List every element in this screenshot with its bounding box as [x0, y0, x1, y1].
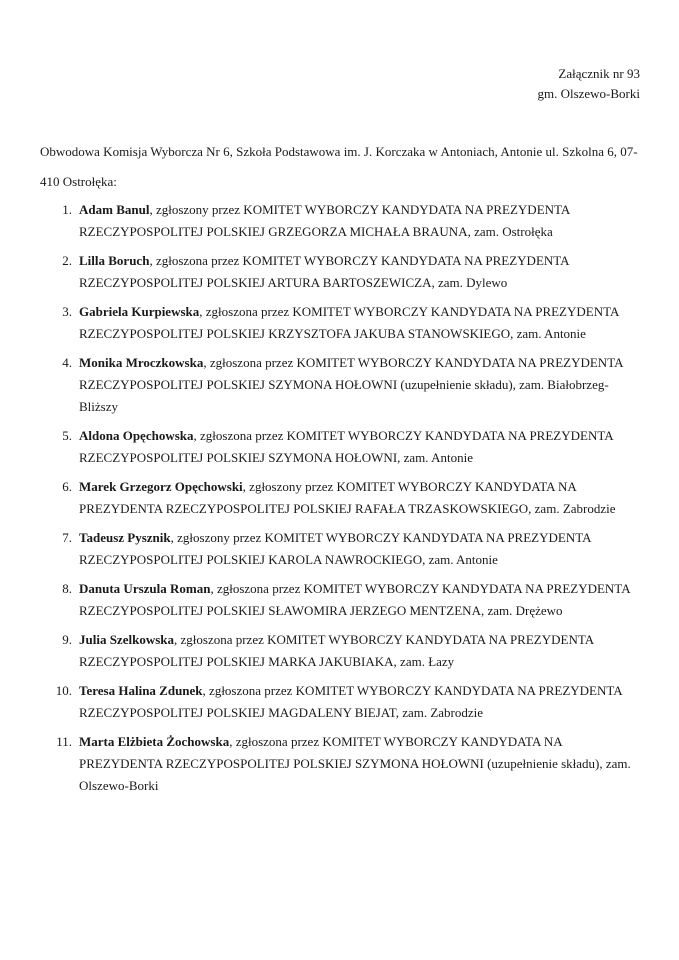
- member-item: [30, 680, 650, 724]
- member-number: 6.: [62, 479, 72, 494]
- member-details: , zgłoszony przez KOMITET WYBORCZY KANDYDATA NA PREZYDENTA RZECZYPOSPOLITEJ POLSKIEJ GRZEGORZA MICHAŁA BRAUNA, zam. Ostrołęka: [79, 202, 570, 239]
- member-name: Lilla Boruch: [79, 253, 150, 268]
- member-details: , zgłoszona przez KOMITET WYBORCZY KANDYDATA NA PREZYDENTA RZECZYPOSPOLITEJ POLSKIEJ MARKA JAKUBIAKA, zam. Łazy: [79, 632, 594, 669]
- member-text: [79, 425, 644, 469]
- member-item: [30, 578, 650, 622]
- member-details: , zgłoszona przez KOMITET WYBORCZY KANDYDATA NA PREZYDENTA RZECZYPOSPOLITEJ POLSKIEJ SZYMONA HOŁOWNI (uzupełnienie składu), zam. Olszewo-Borki: [79, 734, 631, 793]
- member-name: Marek Grzegorz Opęchowski: [79, 479, 243, 494]
- member-details: , zgłoszona przez KOMITET WYBORCZY KANDYDATA NA PREZYDENTA RZECZYPOSPOLITEJ POLSKIEJ SŁAWOMIRA JERZEGO MENTZENA, zam. Drężewo: [79, 581, 630, 618]
- member-name: Aldona Opęchowska: [79, 428, 194, 443]
- member-text: [79, 199, 644, 243]
- member-text: [79, 731, 644, 797]
- member-number: 10.: [55, 683, 72, 698]
- member-details: , zgłoszona przez KOMITET WYBORCZY KANDYDATA NA PREZYDENTA RZECZYPOSPOLITEJ POLSKIEJ ARTURA BARTOSZEWICZA, zam. Dylewo: [79, 253, 569, 290]
- member-text: [79, 250, 644, 294]
- member-item: [30, 527, 650, 571]
- member-name: Monika Mroczkowska: [79, 355, 204, 370]
- member-name: Marta Elżbieta Żochowska: [79, 734, 230, 749]
- member-number: 5.: [62, 428, 72, 443]
- member-item: [30, 731, 650, 797]
- member-item: [30, 301, 650, 345]
- member-details: , zgłoszony przez KOMITET WYBORCZY KANDYDATA NA PREZYDENTA RZECZYPOSPOLITEJ POLSKIEJ KAROLA NAWROCKIEGO, zam. Antonie: [79, 530, 591, 567]
- member-number: 8.: [62, 581, 72, 596]
- member-text: [79, 578, 644, 622]
- member-item: [30, 199, 650, 243]
- member-text: [79, 629, 644, 673]
- member-details: , zgłoszony przez KOMITET WYBORCZY KANDYDATA NA PREZYDENTA RZECZYPOSPOLITEJ POLSKIEJ RAFAŁA TRZASKOWSKIEGO, zam. Zabrodzie: [79, 479, 616, 516]
- member-number: 4.: [62, 355, 72, 370]
- member-item: [30, 352, 650, 418]
- member-number: 11.: [56, 734, 72, 749]
- member-item: [30, 629, 650, 673]
- member-list: [30, 199, 650, 804]
- member-item: [30, 476, 650, 520]
- member-name: Danuta Urszula Roman: [79, 581, 211, 596]
- member-name: Gabriela Kurpiewska: [79, 304, 200, 319]
- member-number: 3.: [62, 304, 72, 319]
- member-text: [79, 527, 644, 571]
- municipality-label: gm. Olszewo-Borki: [537, 86, 640, 101]
- commission-description: Obwodowa Komisja Wyborcza Nr 6, Szkoła Podstawowa im. J. Korczaka w Antoniach, Antonie ul. Szkolna 6, 07-410 Ostrołęka:: [40, 144, 638, 189]
- member-text: [79, 352, 644, 418]
- member-item: [30, 425, 650, 469]
- member-name: Teresa Halina Zdunek: [79, 683, 203, 698]
- member-name: Adam Banul: [79, 202, 150, 217]
- member-details: , zgłoszona przez KOMITET WYBORCZY KANDYDATA NA PREZYDENTA RZECZYPOSPOLITEJ POLSKIEJ KRZYSZTOFA JAKUBA STANOWSKIEGO, zam. Antonie: [79, 304, 619, 341]
- member-details: , zgłoszona przez KOMITET WYBORCZY KANDYDATA NA PREZYDENTA RZECZYPOSPOLITEJ POLSKIEJ MAGDALENY BIEJAT, zam. Zabrodzie: [79, 683, 622, 720]
- member-text: [79, 680, 644, 724]
- member-name: Julia Szelkowska: [79, 632, 174, 647]
- member-text: [79, 301, 644, 345]
- member-number: 2.: [62, 253, 72, 268]
- attachment-number: Załącznik nr 93: [558, 66, 640, 81]
- member-item: [30, 250, 650, 294]
- document-header: [537, 64, 640, 104]
- member-number: 1.: [62, 202, 72, 217]
- member-name: Tadeusz Pysznik: [79, 530, 171, 545]
- member-text: [79, 476, 644, 520]
- member-details: , zgłoszona przez KOMITET WYBORCZY KANDYDATA NA PREZYDENTA RZECZYPOSPOLITEJ POLSKIEJ SZYMONA HOŁOWNI (uzupełnienie składu), zam. Białobrzeg-Bliższy: [79, 355, 623, 414]
- member-details: , zgłoszona przez KOMITET WYBORCZY KANDYDATA NA PREZYDENTA RZECZYPOSPOLITEJ POLSKIEJ SZYMONA HOŁOWNI, zam. Antonie: [79, 428, 613, 465]
- member-number: 9.: [62, 632, 72, 647]
- member-number: 7.: [62, 530, 72, 545]
